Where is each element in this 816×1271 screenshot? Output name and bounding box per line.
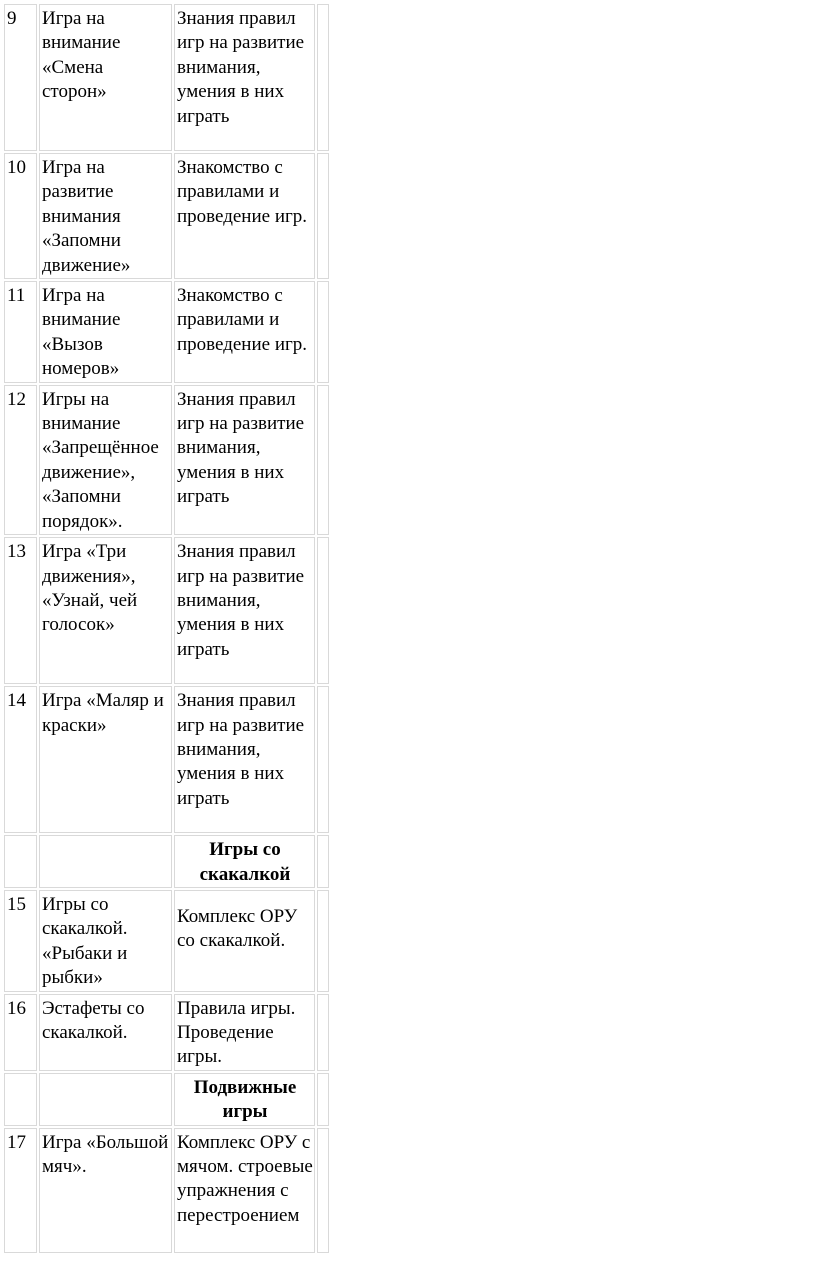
section-heading-row <box>4 835 329 888</box>
empty-cell <box>317 4 329 151</box>
table-row <box>4 4 329 151</box>
empty-cell <box>317 1073 329 1126</box>
empty-cell <box>4 1073 37 1126</box>
lesson-topic: Игра на развитие внимания «Запомни движение» <box>39 153 172 279</box>
lesson-topic: Игры на внимание «Запрещённое движение», «Запомни порядок». <box>39 385 172 535</box>
lesson-topic: Игры со скакалкой. «Рыбаки и рыбки» <box>39 890 172 992</box>
lesson-number: 10 <box>4 153 37 279</box>
lesson-content: Знания правил игр на развитие внимания, умения в них играть <box>174 385 315 535</box>
empty-cell <box>317 994 329 1071</box>
lesson-number: 15 <box>4 890 37 992</box>
lesson-topic: Эстафеты со скакалкой. <box>39 994 172 1071</box>
lesson-number: 14 <box>4 686 37 833</box>
empty-cell <box>4 835 37 888</box>
empty-cell <box>317 153 329 279</box>
table-row <box>4 385 329 535</box>
lesson-content: Знания правил игр на развитие внимания, умения в них играть <box>174 4 315 151</box>
lesson-number: 16 <box>4 994 37 1071</box>
table-row <box>4 281 329 383</box>
lesson-content: Комплекс ОРУ с мячом. строевые упражнения с перестроением <box>174 1128 315 1253</box>
section-heading-row <box>4 1073 329 1126</box>
lesson-number: 17 <box>4 1128 37 1253</box>
lesson-topic: Игра «Маляр и краски» <box>39 686 172 833</box>
lesson-topic: Игра на внимание «Вызов номеров» <box>39 281 172 383</box>
lesson-topic: Игра на внимание «Смена сторон» <box>39 4 172 151</box>
empty-cell <box>39 835 172 888</box>
table-row <box>4 153 329 279</box>
empty-cell <box>317 281 329 383</box>
table-row <box>4 890 329 992</box>
table-row <box>4 537 329 684</box>
lesson-topic: Игра «Три движения», «Узнай, чей голосок» <box>39 537 172 684</box>
lesson-number: 12 <box>4 385 37 535</box>
lesson-number: 13 <box>4 537 37 684</box>
lesson-plan-table <box>2 2 331 1255</box>
empty-cell <box>317 537 329 684</box>
lesson-content: Комплекс ОРУ со скакалкой. <box>174 890 315 992</box>
empty-cell <box>317 1128 329 1253</box>
section-heading: Подвижные игры <box>174 1073 315 1126</box>
lesson-topic: Игра «Большой мяч». <box>39 1128 172 1253</box>
lesson-number: 9 <box>4 4 37 151</box>
table-row <box>4 1128 329 1253</box>
lesson-content: Знакомство с правилами и проведение игр. <box>174 153 315 279</box>
lesson-number: 11 <box>4 281 37 383</box>
lesson-content: Знакомство с правилами и проведение игр. <box>174 281 315 383</box>
empty-cell <box>317 686 329 833</box>
table-row <box>4 686 329 833</box>
lesson-content: Знания правил игр на развитие внимания, умения в них играть <box>174 686 315 833</box>
empty-cell <box>317 385 329 535</box>
lesson-content: Знания правил игр на развитие внимания, умения в них играть <box>174 537 315 684</box>
empty-cell <box>317 890 329 992</box>
lesson-content: Правила игры. Проведение игры. <box>174 994 315 1071</box>
section-heading: Игры со скакалкой <box>174 835 315 888</box>
table-row <box>4 994 329 1071</box>
empty-cell <box>317 835 329 888</box>
empty-cell <box>39 1073 172 1126</box>
